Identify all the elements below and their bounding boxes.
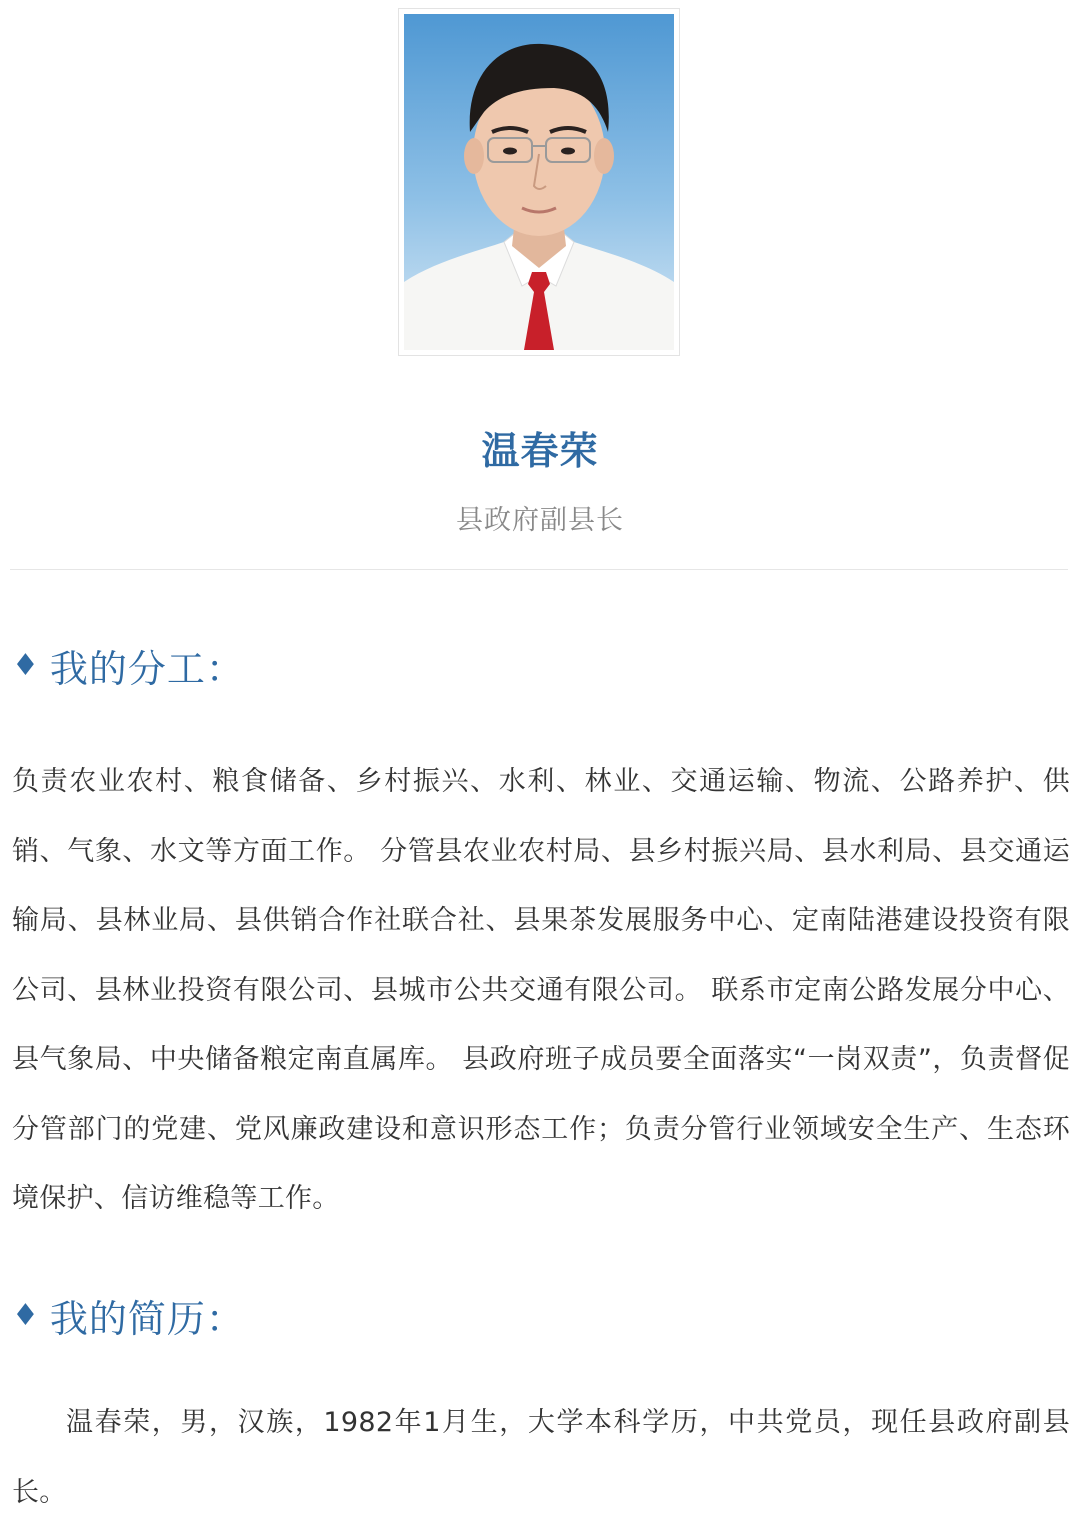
duties-heading xyxy=(12,638,245,693)
portrait-photo xyxy=(404,14,674,350)
person-position: 县政府副县长 xyxy=(456,505,624,536)
portrait-frame xyxy=(398,8,680,356)
resume-heading-label: 我的简历： xyxy=(49,1297,245,1341)
resume-text: 温春荣，男，汉族，1982年1月生，大学本科学历，中共党员，现任县政府副县长。 xyxy=(12,1407,1070,1508)
divider xyxy=(10,569,1068,570)
duties-heading-label: 我的分工： xyxy=(49,647,245,691)
diamond-icon: ♦ xyxy=(12,1298,40,1333)
resume-heading xyxy=(12,1288,245,1343)
diamond-icon: ♦ xyxy=(12,648,40,683)
duties-text: 负责农业农村、粮食储备、乡村振兴、水利、林业、交通运输、物流、公路养护、供销、气象、水文等方面工作。 分管县农业农村局、县乡村振兴局、县水利局、县交通运输局、县林业局、县供销合作社联合社、县果茶发展服务中心、定南陆港建设投资有限公司、县林业投资有限公司、县城市公共交通有限公司。 联系市定南公路发展分中心、县气象局、中央储备粮定南直属库。 县政府班子成员要全面落实“一岗双责”，负责督促分管部门的党建、党风廉政建设和意识形态工作；负责分管行业领域安全生产、生态环境保护、信访维稳等工作。 xyxy=(12,766,1070,1214)
person-name: 温春荣 xyxy=(481,429,599,473)
